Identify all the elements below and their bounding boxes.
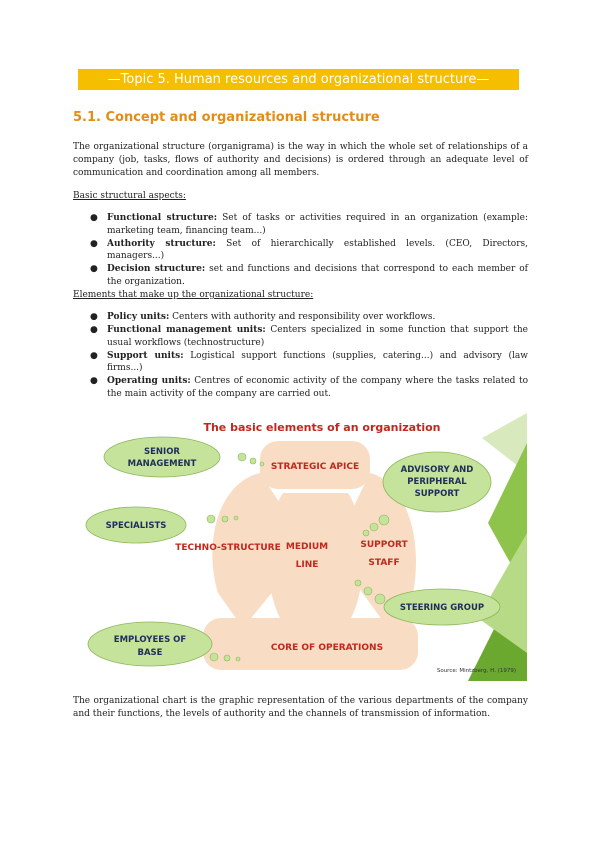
bullet-icon: ● [90,264,98,274]
apex-label: STRATEGIC APICE [270,462,360,472]
list-item-term: Support units: [107,350,184,361]
elements-label: Elements that make up the organizational structure: [73,290,314,300]
basic-aspects-list [90,212,528,289]
support-label-1: SUPPORT [360,540,408,550]
topic-banner: —Topic 5. Human resources and organizational structure— [78,69,519,90]
organization-diagram [78,413,527,681]
list-item-text: Logistical support functions (supplies, catering...) and advisory (law firms...) [107,350,528,373]
specialists-label: SPECIALISTS [105,521,167,531]
bullet-icon: ● [90,312,98,322]
list-item [90,212,528,237]
senior-management-label-2: MANAGEMENT [127,459,197,469]
medium-label-1: MEDIUM [285,542,329,552]
list-item [90,238,528,263]
list-item-text: Centres of economic activity of the company where the tasks related to the main activity of the company are carried out. [107,376,528,399]
list-item-term: Policy units: [107,312,170,322]
basic-aspects-label: Basic structural aspects: [73,191,186,201]
elements-list [90,311,528,401]
techno-label: TECHNO-STRUCTURE [175,543,281,553]
list-item-text: Set of tasks or activities required in an organization (example: marketing team, financing team...) [107,213,528,236]
middle-line-shape [268,493,363,623]
advisory-label-3: SUPPORT [414,489,460,499]
core-label: CORE OF OPERATIONS [270,643,384,653]
list-item [90,324,528,349]
list-item-text: set and functions and decisions that correspond to each member of the organization. [107,264,529,287]
list-item [90,375,528,400]
senior-management-label-1: SENIOR [144,447,180,457]
section-heading: 5.1. Concept and organizational structure [73,110,380,125]
closing-paragraph: The organizational chart is the graphic representation of the various departments of the company and their functions, the levels of authority and the channels of transmission of information. [73,696,528,719]
list-item-text: Centers with authority and responsibility over workflows. [169,312,436,322]
list-item [90,263,528,288]
intro-paragraph: The organizational structure (organigrama) is the way in which the whole set of relationships of a company (job, tasks, flows of authority and decisions) is ordered through an adequate level of communication and coordination among all members. [73,142,528,178]
diagram-title: The basic elements of an organization [203,421,441,434]
list-item [90,350,528,375]
employees-label-2: BASE [137,648,163,658]
senior-management-cloud [104,437,220,477]
bullet-icon: ● [90,376,98,386]
medium-label-2: LINE [295,560,319,570]
advisory-label-1: ADVISORY AND [400,465,474,475]
bullet-icon: ● [90,325,98,335]
list-item [90,311,528,324]
source-caption: Source: Mintzberg, H. (1979) [436,668,516,674]
advisory-label-2: PERIPHERAL [407,477,467,487]
bullet-icon: ● [90,238,98,249]
bullet-icon: ● [90,213,98,223]
employees-label-1: EMPLOYEES OF [113,635,187,645]
list-item-text: Centers specialized in some function that support the usual workflows (technostructure) [107,325,528,348]
support-label-2: STAFF [368,558,400,568]
list-item-term: Authority structure: [107,238,216,249]
list-item-term: Functional management units: [107,325,266,335]
list-item-term: Operating units: [107,376,191,386]
list-item-term: Functional structure: [107,213,218,223]
bullet-icon: ● [90,350,98,361]
list-item-text: Set of hierarchically established levels. (CEO, Directors, managers...) [107,238,528,261]
steering-group-label: STEERING GROUP [399,603,485,613]
list-item-term: Decision structure: [107,264,206,274]
